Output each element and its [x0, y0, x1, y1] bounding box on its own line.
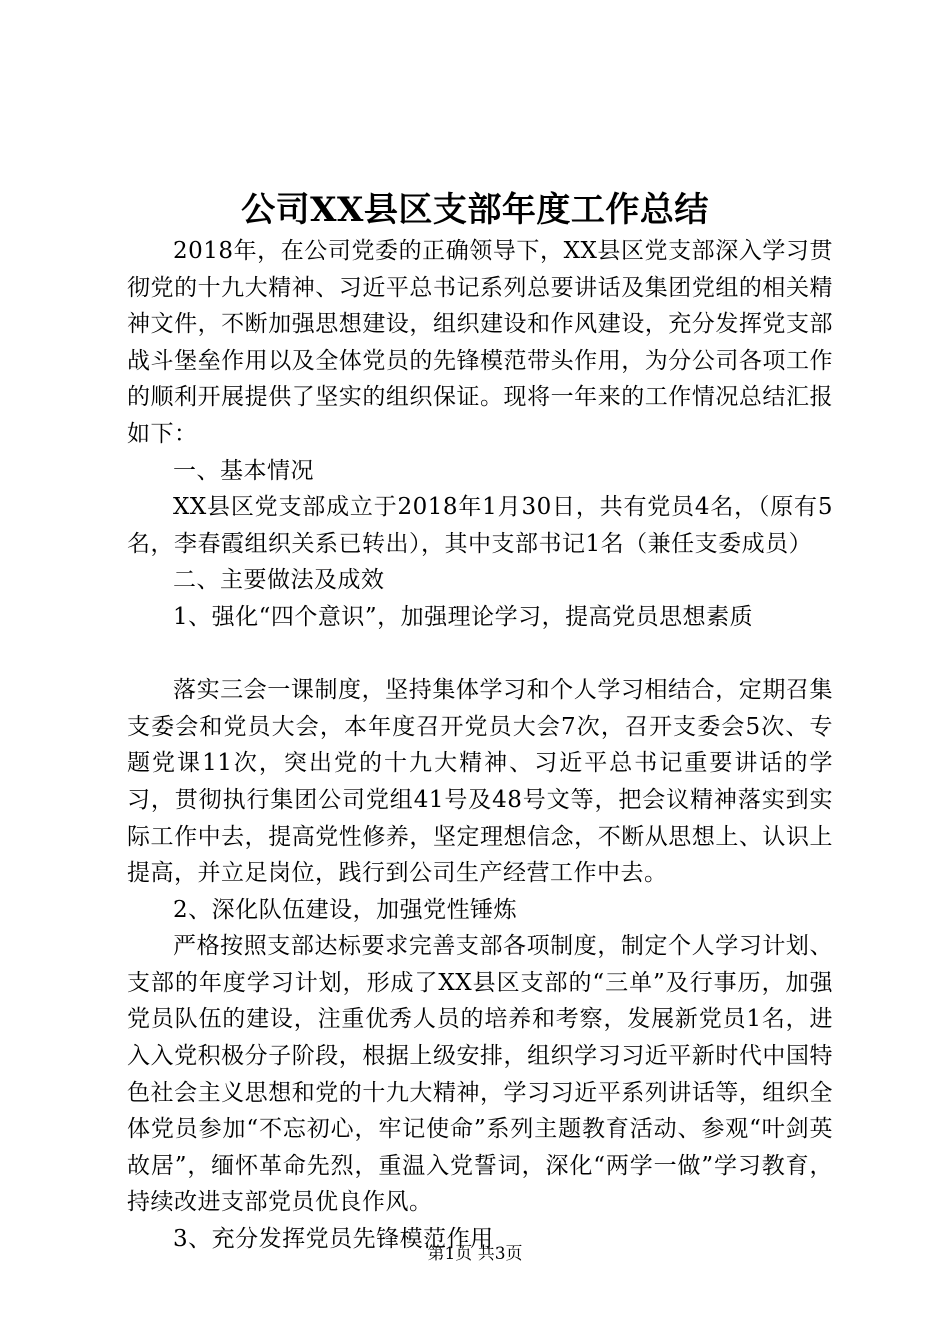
document-body	[127, 233, 833, 1258]
basic-situation-paragraph: XX县区党支部成立于2018年1月30日，共有党员4名，（原有5名，李春霞组织关系已转出），其中支部书记1名（兼任支委成员）	[127, 494, 833, 557]
page-number-footer: 第1页 共3页	[427, 1244, 523, 1264]
intro-paragraph: 2018年，在公司党委的正确领导下，XX县区党支部深入学习贯彻党的十九大精神、习近平总书记系列总要讲话及集团党组的相关精神文件，不断加强思想建设，组织建设和作风建设，充分发挥党支部战斗堡垒作用以及全体党员的先锋模范带头作用，为分公司各项工作的顺利开展提供了坚实的组织保证。现将一年来的工作情况总结汇报如下：	[127, 238, 833, 447]
subsection-1-paragraph: 落实三会一课制度，坚持集体学习和个人学习相结合，定期召集支委会和党员大会，本年度召开党员大会7次，召开支委会5次、专题党课11次，突出党的十九大精神、习近平总书记重要讲话的学习，贯彻执行集团公司党组41号及48号文等，把会议精神落实到实际工作中去，提高党性修养，坚定理想信念，不断从思想上、认识上提高，并立足岗位，践行到公司生产经营工作中去。	[127, 677, 833, 887]
section-heading-main-practices: 二、主要做法及成效	[173, 567, 385, 594]
blank-line	[127, 636, 833, 673]
subsection-heading-2: 2、深化队伍建设，加强党性锤炼	[173, 896, 518, 923]
subsection-heading-1: 1、强化“四个意识”，加强理论学习，提高党员思想素质	[173, 603, 754, 630]
subsection-2-paragraph: 严格按照支部达标要求完善支部各项制度，制定个人学习计划、支部的年度学习计划，形成了XX县区支部的“三单”及行事历，加强党员队伍的建设，注重优秀人员的培养和考察，发展新党员1名，进入入党积极分子阶段，根据上级安排，组织学习习近平新时代中国特色社会主义思想和党的十九大精神，学习习近平系列讲话等，组织全体党员参加“不忘初心，牢记使命”系列主题教育活动、参观“叶剑英故居”，缅怀革命先烈，重温入党誓词，深化“两学一做”学习教育，持续改进支部党员优良作风。	[127, 933, 833, 1216]
subsection-heading-3: 3、充分发挥党员先锋模范作用	[173, 1226, 494, 1253]
document-title: 公司XX县区支部年度工作总结	[241, 190, 709, 230]
section-heading-basic-situation: 一、基本情况	[173, 457, 314, 484]
